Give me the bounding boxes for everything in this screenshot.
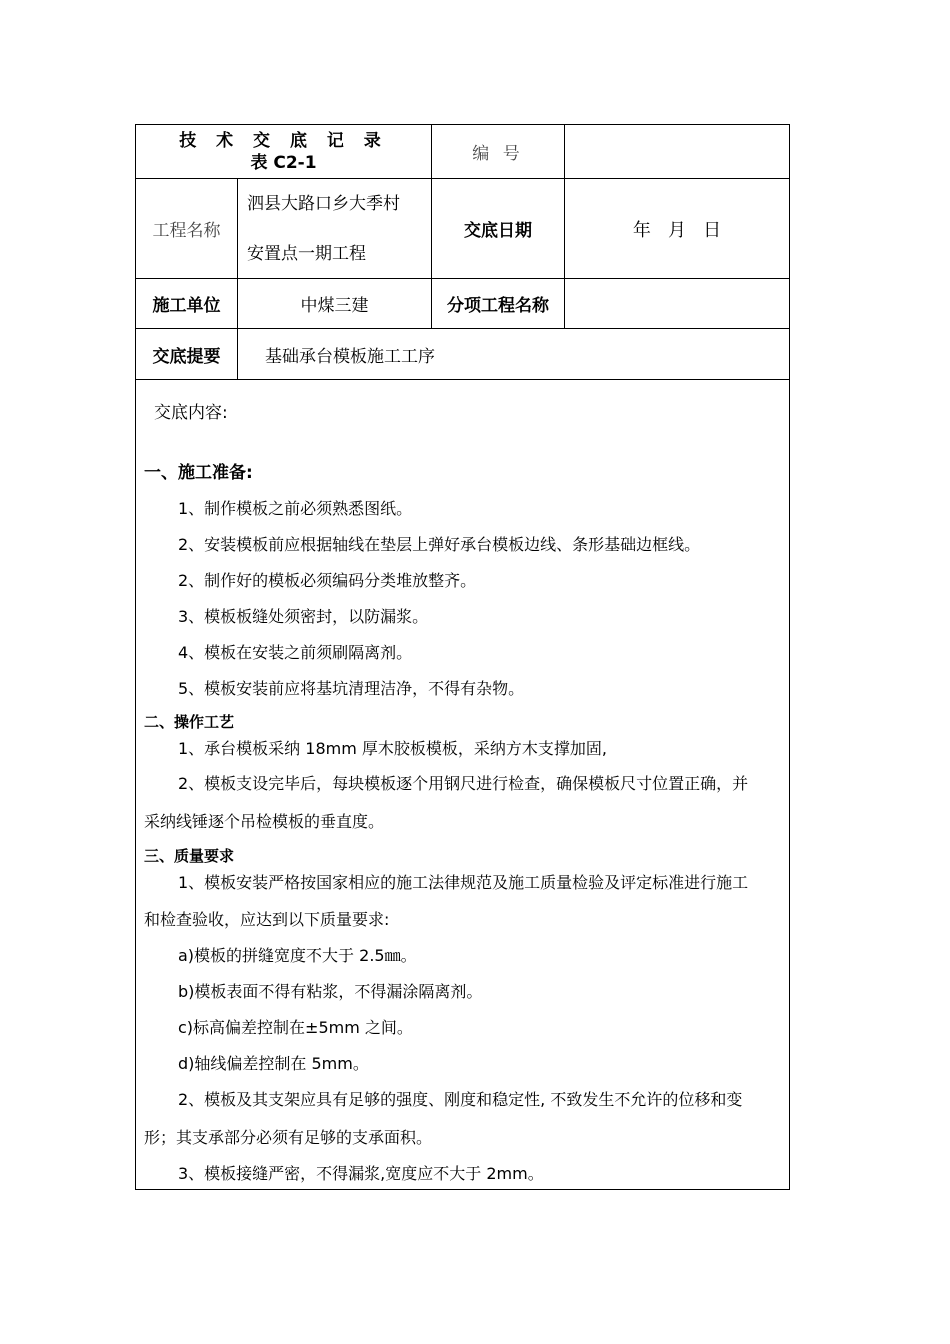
list-item-continuation: 采纳线锤逐个吊检模板的垂直度。 (144, 812, 385, 831)
sub-project-label: 分项工程名称 (447, 296, 549, 316)
list-item: 2、安装模板前应根据轴线在垫层上弹好承台模板边线、条形基础边框线。 (178, 535, 701, 554)
list-item: 2、模板支设完毕后，每块模板逐个用钢尺进行检查，确保模板尺寸位置正确，并 (178, 774, 749, 793)
sub-item: a)模板的拼缝宽度不大于 2.5㎜。 (178, 946, 417, 965)
sub-project-value (565, 279, 789, 328)
form-title (136, 125, 431, 178)
section-title: 二、操作工艺 (144, 713, 235, 731)
technical-briefing-form (135, 124, 790, 1190)
form-title-main: 技 术 交 底 记 录 (179, 130, 388, 151)
contractor-value: 中煤三建 (300, 296, 369, 316)
list-item: 4、模板在安装之前须刷隔离剂。 (178, 643, 413, 662)
row-divider (136, 379, 789, 380)
number-label: 编 号 (472, 144, 524, 164)
list-item: 3、模板接缝严密，不得漏浆,宽度应不大于 2mm。 (178, 1164, 544, 1183)
date-value: 年 月 日 (632, 219, 722, 241)
list-item-continuation: 形；其支承部分必须有足够的支承面积。 (144, 1128, 433, 1147)
form-code: 表 C2-1 (250, 152, 317, 173)
section-title: 三、质量要求 (144, 847, 235, 865)
list-item: 1、制作模板之前必须熟悉图纸。 (178, 499, 413, 518)
sub-item: d)轴线偏差控制在 5mm。 (178, 1054, 369, 1073)
project-name-label: 工程名称 (152, 221, 221, 241)
list-item: 2、制作好的模板必须编码分类堆放整齐。 (178, 571, 477, 590)
project-name-line: 安置点一期工程 (247, 243, 366, 264)
sub-item: c)标高偏差控制在±5mm 之间。 (178, 1018, 413, 1037)
list-item: 1、承台模板采纳 18mm 厚木胶板模板，采纳方木支撑加固, (178, 739, 607, 758)
project-name-line: 泗县大路口乡大季村 (247, 193, 400, 214)
list-item: 2、模板及其支架应具有足够的强度、刚度和稳定性, 不致发生不允许的位移和变 (178, 1090, 743, 1109)
number-value (565, 125, 789, 178)
list-item: 1、模板安装严格按国家相应的施工法律规范及施工质量检验及评定标准进行施工 (178, 873, 749, 892)
sub-item: b)模板表面不得有粘浆，不得漏涂隔离剂。 (178, 982, 483, 1001)
project-name-value (238, 179, 431, 278)
summary-label: 交底提要 (152, 346, 221, 367)
date-label: 交底日期 (464, 221, 532, 241)
summary-value: 基础承台模板施工工序 (265, 346, 435, 367)
content-intro: 交底内容: (154, 403, 228, 423)
contractor-label: 施工单位 (152, 296, 221, 316)
list-item-continuation: 和检查验收，应达到以下质量要求: (144, 910, 390, 929)
list-item: 5、模板安装前应将基坑清理洁净，不得有杂物。 (178, 679, 525, 698)
list-item: 3、模板板缝处须密封，以防漏浆。 (178, 607, 429, 626)
section-title: 一、施工准备: (144, 463, 253, 483)
